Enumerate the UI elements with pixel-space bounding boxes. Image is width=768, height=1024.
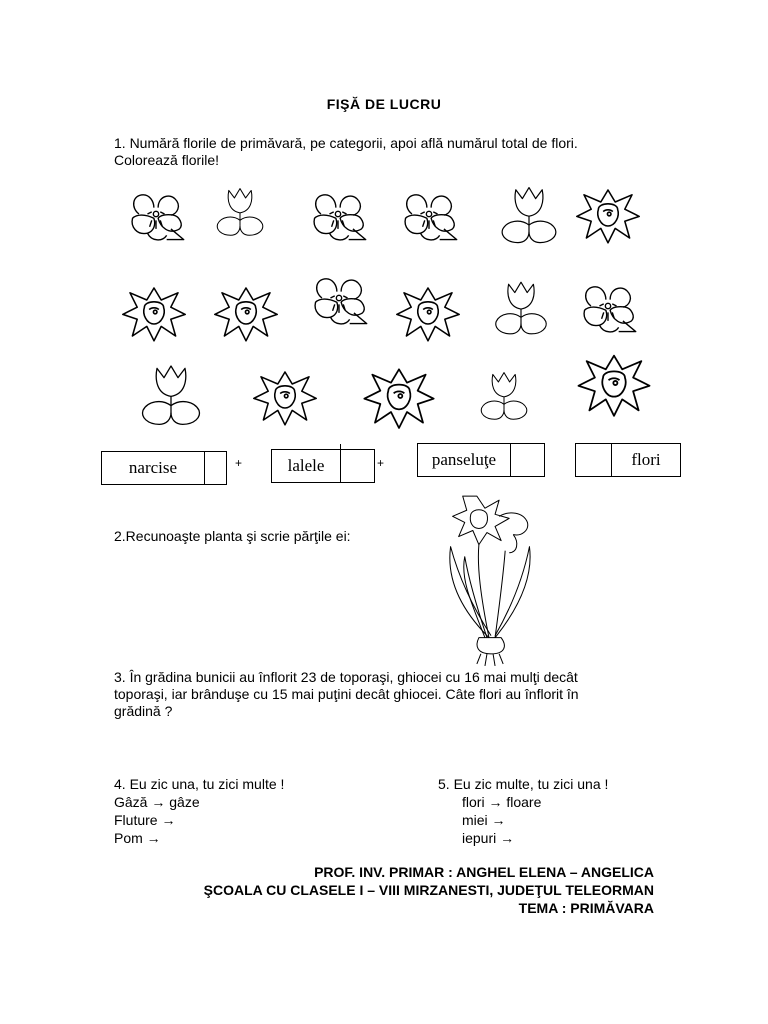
task1-line1: 1. Numără florile de primăvară, pe categorii, apoi află numărul total de flori. (114, 135, 578, 151)
task4-item: Pom → (114, 830, 161, 846)
flori-label: flori (631, 450, 661, 469)
daffodil-icon (392, 276, 464, 348)
pansy-icon (118, 182, 194, 246)
task1-line2: Colorează florile! (114, 152, 220, 168)
plus-sign: + (377, 456, 385, 470)
theme-line: TEMA : PRIMĂVARA (518, 900, 654, 916)
daffodil-icon (572, 342, 656, 424)
page-title: FIŞĂ DE LUCRU (326, 96, 442, 112)
task5-item: iepuri → (462, 830, 515, 846)
tulip-icon (136, 356, 206, 432)
task3-line2: toporaşi, iar brânduşe cu 15 mai puţini decât ghiocei. Câte flori au înflorit în (114, 686, 579, 702)
daffodil-icon (572, 178, 644, 250)
panselute-label: panseluţe (431, 450, 497, 469)
daffodil-icon (118, 276, 190, 348)
task4-item: Gâză → gâze (114, 794, 200, 810)
daffodil-icon (358, 356, 440, 436)
task3-line3: grădină ? (114, 703, 173, 719)
narcise-answer-field[interactable] (204, 452, 226, 484)
pansy-icon (570, 274, 646, 338)
tulip-icon (490, 272, 552, 342)
task4-item: Fluture → (114, 812, 176, 828)
tulip-icon (476, 364, 532, 426)
pansy-icon (390, 182, 468, 246)
pansy-icon (300, 182, 376, 246)
lalele-box (271, 449, 375, 483)
narcise-label: narcise (128, 458, 178, 477)
tulip-icon (212, 180, 268, 242)
daffodil-plant-icon (428, 486, 550, 668)
task2-text: 2.Recunoaşte planta şi scrie părţile ei: (114, 528, 351, 544)
narcise-box (101, 451, 227, 485)
panselute-answer-field[interactable] (510, 444, 544, 476)
task5-item: flori → floare (462, 794, 542, 810)
daffodil-icon (210, 276, 282, 348)
school-line: ŞCOALA CU CLASELE I – VIII MIRZANESTI, JUDEŢUL TELEORMAN (203, 882, 654, 898)
plus-sign: + (235, 456, 243, 470)
task5-heading: 5. Eu zic multe, tu zici una ! (438, 776, 609, 792)
task5-item: miei → (462, 812, 506, 828)
daffodil-icon (246, 360, 324, 432)
author-line: PROF. INV. PRIMAR : ANGHEL ELENA – ANGELICA (314, 864, 654, 880)
tulip-icon (496, 178, 562, 250)
task4-heading: 4. Eu zic una, tu zici multe ! (114, 776, 285, 792)
lalele-answer-field[interactable] (340, 450, 373, 482)
panselute-box (417, 443, 545, 477)
pansy-icon (300, 266, 378, 330)
flori-answer-field[interactable] (576, 444, 612, 476)
flori-box (575, 443, 681, 477)
task3-line1: 3. În grădina bunicii au înflorit 23 de toporaşi, ghiocei cu 16 mai mulţi decât (114, 669, 578, 685)
lalele-label: lalele (287, 456, 325, 475)
